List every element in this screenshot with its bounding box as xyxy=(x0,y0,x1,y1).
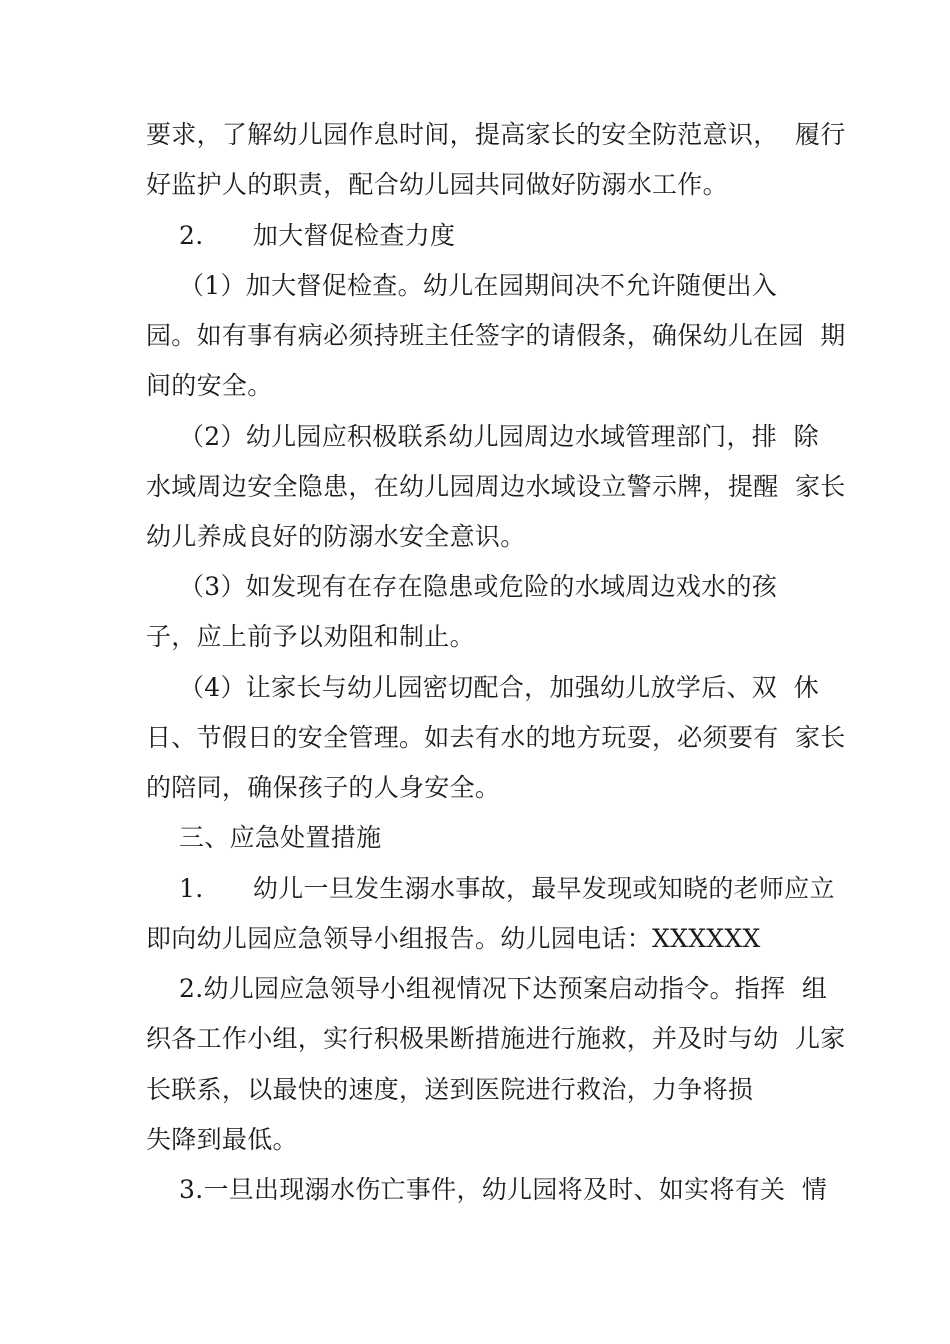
section-heading: 2. 加大督促检查力度 xyxy=(146,221,456,250)
text-line: 即向幼儿园应急领导小组报告。幼儿园电话：XXXXXX xyxy=(146,924,761,953)
text-line: （2）幼儿园应积极联系幼儿园周边水域管理部门，排 除 xyxy=(146,422,819,451)
text-line: 2.幼儿园应急领导小组视情况下达预案启动指令。指挥 组 xyxy=(146,974,828,1003)
text-line: 好监护人的职责，配合幼儿园共同做好防溺水工作。 xyxy=(146,170,728,199)
text-line: 幼儿养成良好的防溺水安全意识。 xyxy=(146,522,526,551)
text-line: 间的安全。 xyxy=(146,371,273,400)
text-line: 长联系，以最快的速度，送到医院进行救治，力争将损 xyxy=(146,1075,754,1104)
text-line: 的陪同，确保孩子的人身安全。 xyxy=(146,773,501,802)
text-line: （4）让家长与幼儿园密切配合，加强幼儿放学后、双 休 xyxy=(146,673,819,702)
text-line: 要求，了解幼儿园作息时间，提高家长的安全防范意识， 履行 xyxy=(146,120,846,149)
text-line: 园。如有事有病必须持班主任签字的请假条，确保幼儿在园 期 xyxy=(146,321,846,350)
text-line: （1）加大督促检查。幼儿在园期间决不允许随便出入 xyxy=(146,271,778,300)
text-line: 日、节假日的安全管理。如去有水的地方玩耍，必须要有 家长 xyxy=(146,723,846,752)
text-line: 织各工作小组，实行积极果断措施进行施救，并及时与幼 儿家 xyxy=(146,1024,846,1053)
text-line: 失降到最低。 xyxy=(146,1125,298,1154)
text-line: 子，应上前予以劝阻和制止。 xyxy=(146,622,475,651)
section-heading: 三、应急处置措施 xyxy=(146,823,382,852)
text-line: （3）如发现有在存在隐患或危险的水域周边戏水的孩 xyxy=(146,572,778,601)
text-line: 水域周边安全隐患，在幼儿园周边水域设立警示牌，提醒 家长 xyxy=(146,472,846,501)
text-line: 1. 幼儿一旦发生溺水事故，最早发现或知晓的老师应立 xyxy=(146,874,835,903)
text-line: 3.一旦出现溺水伤亡事件，幼儿园将及时、如实将有关 情 xyxy=(146,1175,828,1204)
